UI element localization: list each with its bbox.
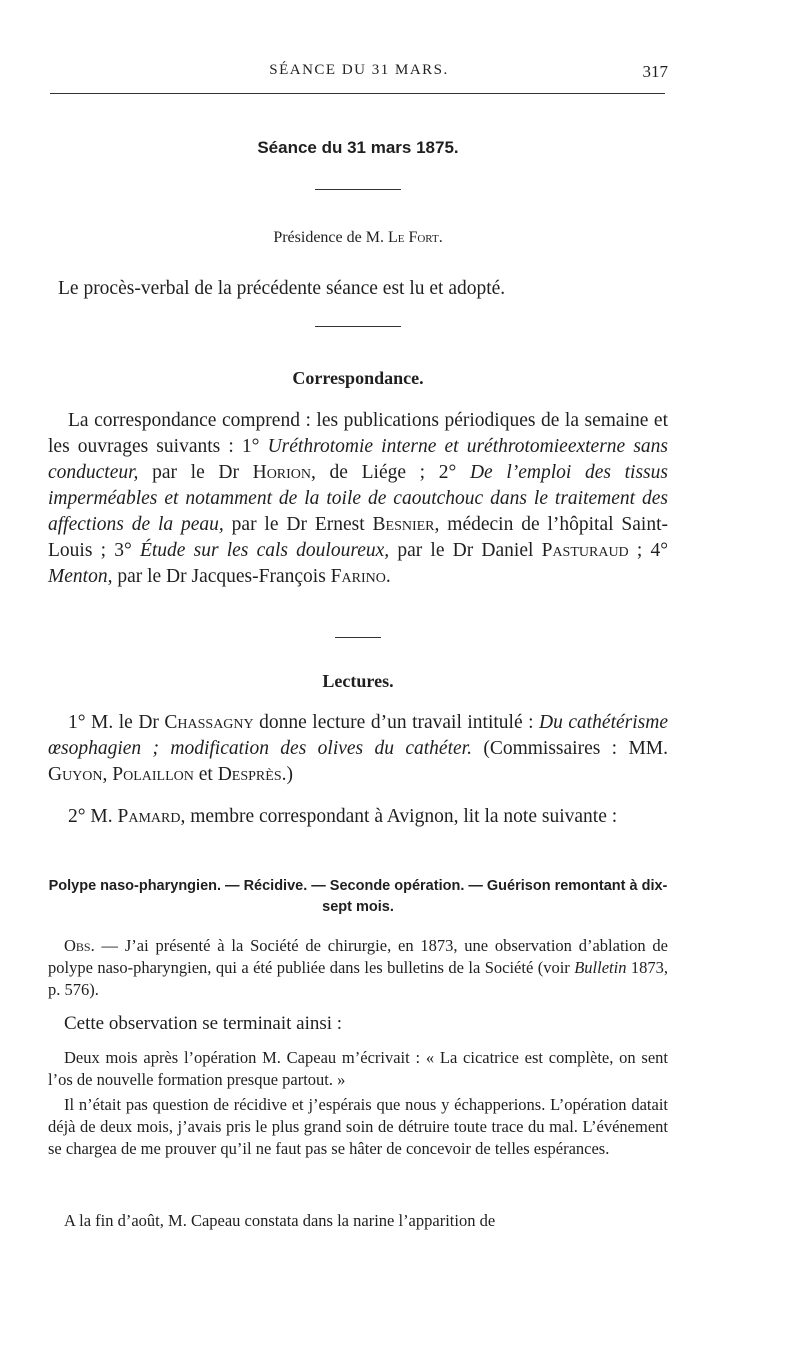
seance-title: Séance du 31 mars 1875. [257, 138, 459, 157]
presidence [48, 229, 668, 247]
correspondance-paragraph [48, 408, 668, 590]
page-number: 317 [642, 62, 668, 81]
quote-paragraph-3: A la fin d’août, M. Capeau constata dans la narine l’apparition de [64, 1211, 496, 1230]
lecture1-sep-2: et [193, 764, 218, 785]
obs-text-end: 1873, p. 576). [48, 958, 668, 999]
commissaire-polaillon: Polaillon [112, 764, 194, 785]
obs-text: — J’ai présenté à la Société de chirurgie, en 1873, une observation d’ablation de polype naso-pharyngien, qui a été publiée dans les bulletins de la Société (voir [48, 936, 668, 977]
rule-2-wrap [48, 326, 668, 327]
commissaire-guyon: Guyon [48, 764, 103, 785]
president-name: Le Fort [387, 229, 439, 246]
presidence-prefix: Présidence de M. [273, 229, 388, 246]
rule-1-wrap [48, 189, 668, 190]
observation-paragraph [48, 935, 668, 1001]
section-rule [315, 326, 401, 327]
corr-title-2: De l’emploi des tissus imperméables et notamment de la toile de caoutchouc dans le traitement des affections de la peau, [48, 462, 668, 535]
note-title: Polype naso-pharyngien. — Récidive. — Seconde opération. — Guérison remontant à dix-sept mois. [48, 878, 668, 915]
running-head [50, 62, 668, 84]
corr-title-3: Étude sur les cals douloureux, [139, 540, 390, 561]
rule-3-wrap [48, 637, 668, 638]
commissaire-despres: Desprès [217, 764, 282, 785]
corr-text-7: ; 4° [628, 540, 669, 561]
corr-text-4: par le Dr Ernest [223, 514, 373, 535]
obs-label: Obs. [64, 936, 95, 955]
corr-text-6: par le Dr Daniel [389, 540, 542, 561]
running-head-title: SÉANCE DU 31 MARS. [269, 62, 449, 78]
corr-text-9: . [385, 566, 391, 587]
lecture1-text-d: .) [281, 764, 293, 785]
lecture-1 [48, 710, 668, 788]
correspondance-heading: Correspondance. [292, 368, 424, 388]
lecture2-text-a: 2° M. [68, 806, 118, 827]
author-pamard: Pamard [117, 806, 181, 827]
lecture1-sep-1: , [102, 764, 113, 785]
corr-text-2: par le Dr [138, 462, 253, 483]
header-rule [50, 93, 665, 94]
lecture1-text-b: donne lecture d’un travail intitulé : [253, 712, 540, 733]
section-rule [335, 637, 381, 638]
lectures-heading: Lectures. [322, 671, 394, 691]
author-pasturaud: Pasturaud [541, 540, 629, 561]
cette-observation: Cette observation se terminait ainsi : [64, 1013, 343, 1034]
corr-text-8: par le Dr Jacques-François [112, 566, 331, 587]
quote-paragraph-2: Il n’était pas question de récidive et j’espérais que nous y échapperions. L’opération datait déjà de deux mois, j’avais pris le plus grand soin de détruire toute trace du mal. L’événement se chargea de me prouver qu’il ne faut pas se hâter de concevoir de telles espérances. [48, 1095, 668, 1158]
lecture-2 [48, 804, 668, 830]
seance-title-block [48, 138, 668, 158]
corr-text-1: La correspondance comprend : les publications périodiques de la semaine et les ouvrages suivants : 1° [48, 410, 668, 457]
corr-title-4: Menton, [48, 566, 113, 587]
section-rule [315, 189, 401, 190]
author-farino: Farino [330, 566, 386, 587]
lecture2-text-b: , membre correspondant à Avignon, lit la note suivante : [180, 806, 618, 827]
corr-title-1: Uréthrotomie interne et uréthrotomieexterne sans conducteur, [48, 436, 668, 483]
corr-text-3: , de Liége ; 2° [311, 462, 470, 483]
lecture1-title: Du cathétérisme œsophagien ; modification des olives du cathéter. [48, 712, 668, 759]
author-chassagny: Chassagny [164, 712, 254, 733]
corr-text-5: , médecin de l’hôpital Saint-Louis ; 3° [48, 514, 668, 561]
proces-verbal: Le procès-verbal de la précédente séance est lu et adopté. [58, 278, 506, 299]
presidence-suffix: . [438, 229, 443, 246]
quote-paragraph-1: Deux mois après l’opération M. Capeau m’écrivait : « La cicatrice est complète, on sent l’os de nouvelle formation presque partout. » [48, 1048, 668, 1089]
lecture1-text-c: (Commissaires : MM. [471, 738, 668, 759]
obs-bulletin-ref: Bulletin [574, 958, 627, 977]
author-besnier: Besnier [372, 514, 435, 535]
lecture1-text-a: 1° M. le Dr [68, 712, 165, 733]
author-horion: Horion [252, 462, 312, 483]
